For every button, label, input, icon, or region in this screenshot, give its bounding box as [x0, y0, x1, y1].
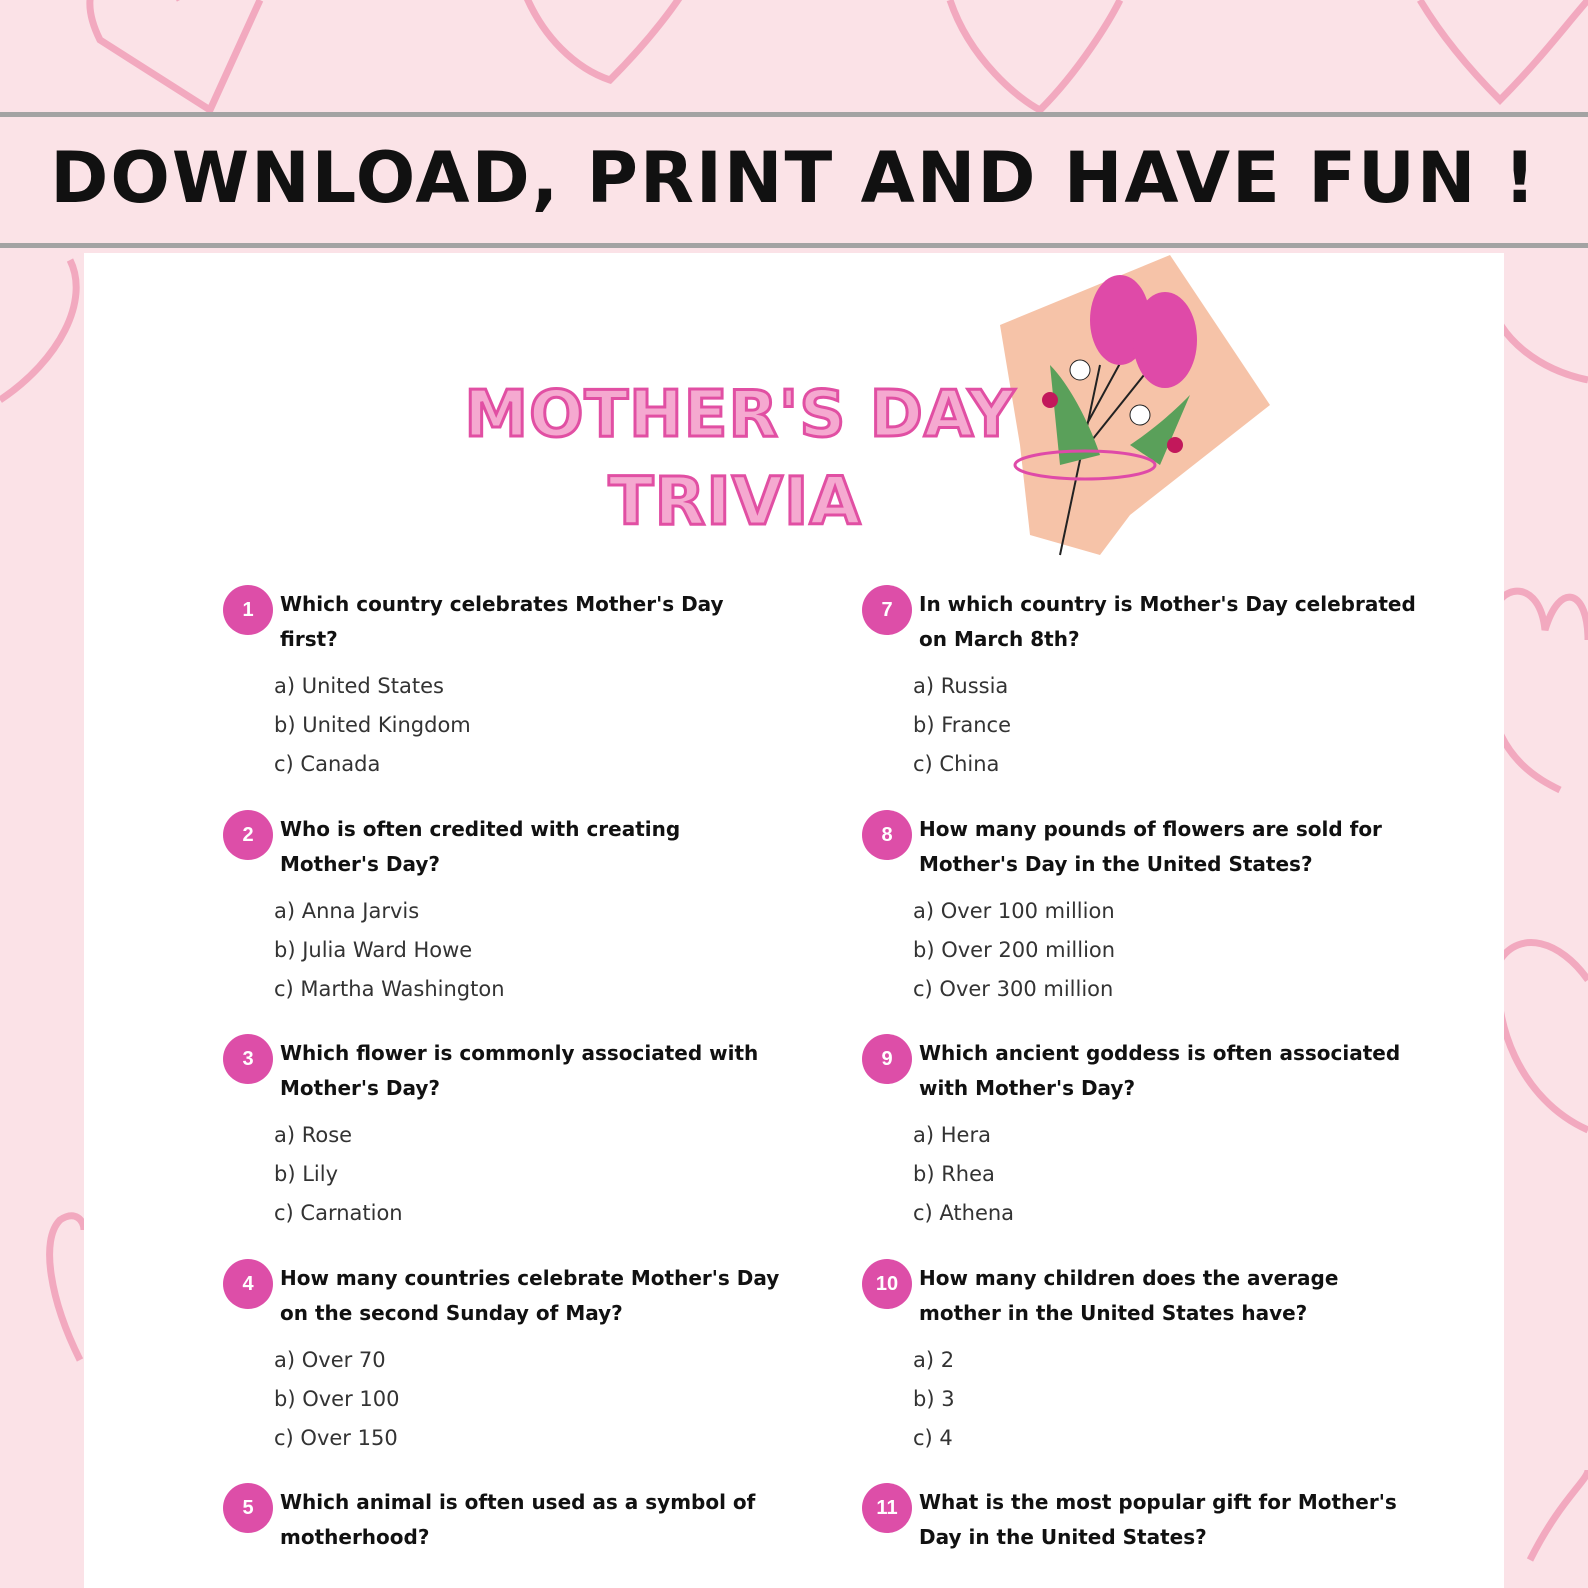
question-number-badge: 11	[862, 1483, 912, 1533]
heart-icon	[1530, 1470, 1588, 1560]
question-text: What is the most popular gift for Mother's Day in the United States?	[919, 1490, 1397, 1550]
question-item	[876, 1485, 1419, 1565]
answer-option: c) Over 150	[274, 1425, 398, 1450]
answer-options	[913, 892, 1419, 1009]
question-item	[242, 587, 780, 784]
answer-option: c) Martha Washington	[274, 976, 505, 1001]
question-number-badge: 1	[223, 585, 273, 635]
heart-icon	[520, 0, 690, 80]
answer-option: c) Carnation	[274, 1201, 403, 1226]
question-number-badge: 5	[223, 1483, 273, 1533]
question-number-badge: 2	[223, 810, 273, 860]
title-line-2: TRIVIA	[608, 463, 862, 540]
question-text: How many children does the average mother in the United States have?	[919, 1265, 1339, 1325]
answer-option: b) Over 100	[274, 1386, 400, 1411]
question-text: Which country celebrates Mother's Day first?	[280, 592, 724, 651]
answer-option: c) Canada	[274, 752, 381, 776]
answer-options	[274, 1341, 780, 1458]
question-number-badge: 4	[223, 1259, 273, 1309]
answer-option: c) Athena	[913, 1201, 1015, 1226]
banner	[0, 112, 1588, 248]
heart-icon	[1498, 943, 1588, 1130]
question-number-badge: 7	[862, 585, 912, 635]
answer-option: b) Rhea	[913, 1162, 995, 1187]
answer-option: b) Julia Ward Howe	[274, 937, 473, 962]
question-item	[242, 1036, 780, 1233]
banner-text: DOWNLOAD, PRINT AND HAVE FUN !	[50, 137, 1538, 219]
answer-option: a) United States	[274, 674, 444, 698]
question-number-badge: 9	[862, 1034, 912, 1084]
heart-icon	[1420, 0, 1588, 100]
answer-option: b) France	[913, 713, 1012, 737]
answer-options	[274, 892, 780, 1009]
question-item	[881, 812, 1419, 1009]
answer-option: a) Anna Jarvis	[274, 898, 420, 923]
answer-option: c) China	[913, 752, 1000, 776]
heart-icon	[50, 1216, 84, 1360]
heart-icon	[90, 0, 260, 110]
question-text: How many countries celebrate Mother's Day on the second Sunday of May?	[280, 1265, 780, 1325]
answer-options	[274, 667, 780, 784]
answer-option: b) Lily	[274, 1162, 338, 1187]
answer-option: c) 4	[913, 1425, 953, 1450]
answer-options	[913, 1341, 1419, 1458]
question-item	[881, 1036, 1419, 1233]
question-text: Which ancient goddess is often associated with Mother's Day?	[919, 1041, 1401, 1101]
heart-icon	[950, 0, 1120, 110]
question-number-badge: 3	[223, 1034, 273, 1084]
question-item	[875, 1261, 1419, 1458]
question-item	[881, 587, 1419, 784]
answer-options	[274, 1116, 780, 1233]
answer-option: a) Rose	[274, 1123, 353, 1148]
title-line-1: MOTHER'S DAY	[464, 378, 1016, 452]
answer-option: a) Hera	[913, 1123, 991, 1148]
question-number-badge: 8	[862, 810, 912, 860]
question-text: Who is often credited with creating Mother's Day?	[280, 816, 681, 876]
answer-option: b) 3	[913, 1386, 955, 1411]
heart-icon	[1490, 591, 1588, 640]
answer-option: a) Over 70	[274, 1347, 386, 1372]
question-number-badge: 10	[862, 1259, 912, 1309]
answer-option: a) Russia	[913, 674, 1009, 698]
answer-option: a) 2	[913, 1347, 955, 1372]
answer-option: b) United Kingdom	[274, 713, 471, 737]
question-item	[242, 1485, 780, 1565]
answer-option: c) Over 300 million	[913, 976, 1114, 1001]
heart-icon	[0, 260, 76, 400]
question-text: How many pounds of flowers are sold for Mother's Day in the United States?	[919, 816, 1382, 876]
answer-options	[913, 1116, 1419, 1233]
question-item	[242, 1261, 780, 1458]
question-text: Which flower is commonly associated with Mother's Day?	[280, 1041, 759, 1101]
question-item	[242, 812, 780, 1009]
question-text: Which animal is often used as a symbol of motherhood?	[280, 1490, 756, 1550]
answer-option: b) Over 200 million	[913, 937, 1116, 962]
question-text: In which country is Mother's Day celebrated on March 8th?	[919, 592, 1416, 651]
answer-option: a) Over 100 million	[913, 898, 1115, 923]
heart-icon	[1490, 300, 1588, 380]
answer-options	[913, 667, 1419, 784]
